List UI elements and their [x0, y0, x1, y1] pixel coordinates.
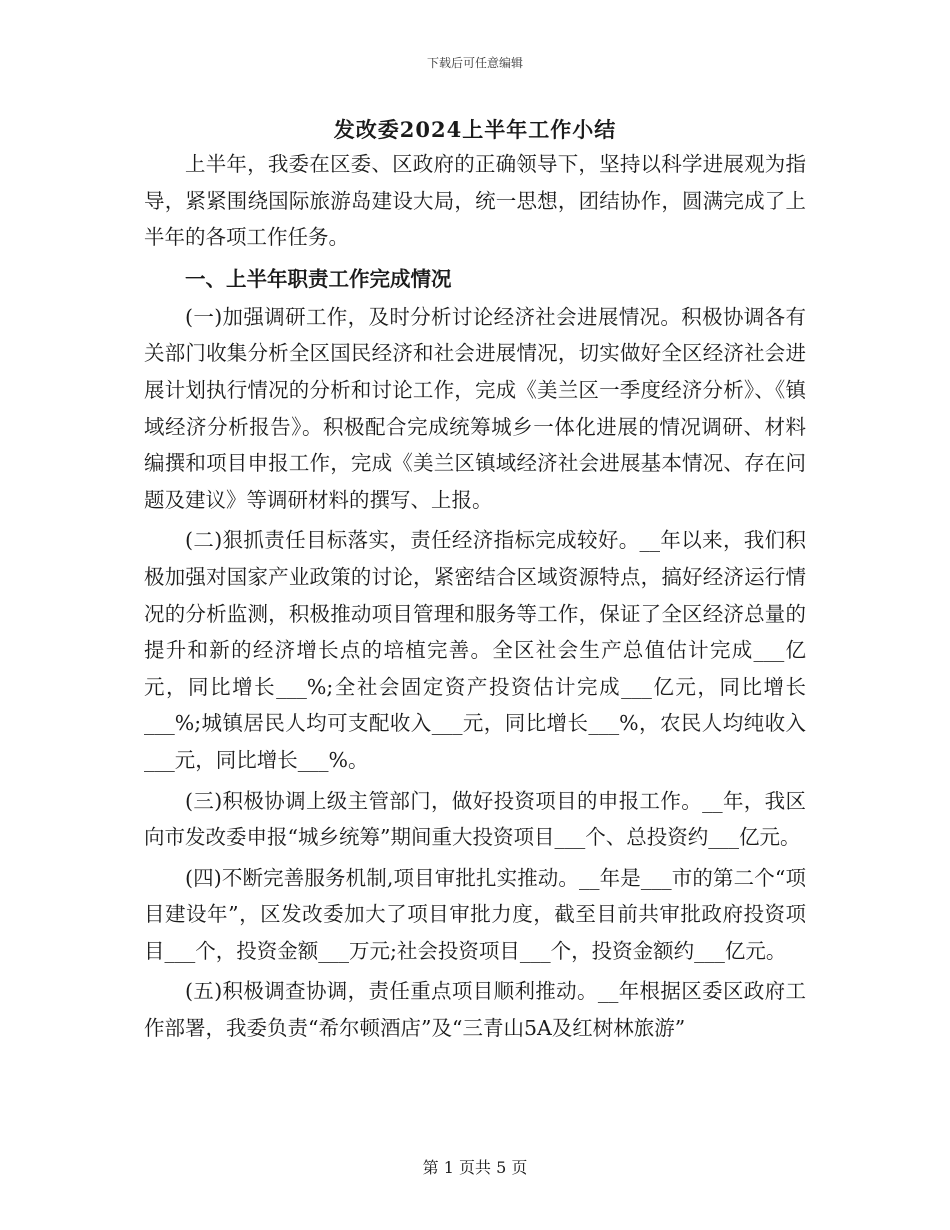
body-paragraph-1: (一)加强调研工作，及时分析讨论经济社会进展情况。积极协调各有关部门收集分析全区国民经济和社会进展情况，切实做好全区经济社会进展计划执行情况的分析和讨论工作，完成《美兰区一季度经济分析》、《镇域经济分析报告》。积极配合完成统筹城乡一体化进展的情况调研、材料编撰和项目申报工作，完成《美兰区镇域经济社会进展基本情况、存在问题及建议》等调研材料的撰写、上报。 — [144, 304, 806, 512]
header-note: 下载后可任意编辑 — [426, 56, 523, 70]
section-heading: 一、上半年职责工作完成情况 — [185, 266, 452, 291]
body-paragraph-3: (三)积极协调上级主管部门，做好投资项目的申报工作。__年，我区向市发改委申报“城乡统筹”期间重大投资项目___个、总投资约___亿元。 — [144, 788, 806, 850]
body-paragraph-5: (五)积极调查协调，责任重点项目顺利推动。__年根据区委区政府工作部署，我委负责“希尔顿酒店”及“三青山5A及红树林旅游” — [144, 979, 806, 1041]
document-body — [144, 146, 806, 1047]
body-paragraph-4: (四)不断完善服务机制,项目审批扎实推动。__年是___市的第二个“项目建设年”，区发改委加大了项目审批力度，截至目前共审批政府投资项目___个，投资金额___万元;社会投资项目___个，投资金额约___亿元。 — [144, 865, 806, 963]
document-title: 发改委2024上半年工作小结 — [333, 117, 617, 142]
page-number: 第 1 页共 5 页 — [422, 1158, 528, 1177]
body-paragraph-2: (二)狠抓责任目标落实，责任经济指标完成较好。__年以来，我们积极加强对国家产业政策的讨论，紧密结合区域资源特点，搞好经济运行情况的分析监测，积极推动项目管理和服务等工作，保证了全区经济总量的提升和新的经济增长点的培植完善。全区社会生产总值估计完成___亿元，同比增长___%;全社会固定资产投资估计完成___亿元，同比增长___%;城镇居民人均可支配收入___元，同比增长___%，农民人均纯收入___元，同比增长___%。 — [144, 528, 806, 772]
intro-paragraph: 上半年，我委在区委、区政府的正确领导下，坚持以科学进展观为指导，紧紧围绕国际旅游岛建设大局，统一思想，团结协作，圆满完成了上半年的各项工作任务。 — [144, 152, 806, 250]
